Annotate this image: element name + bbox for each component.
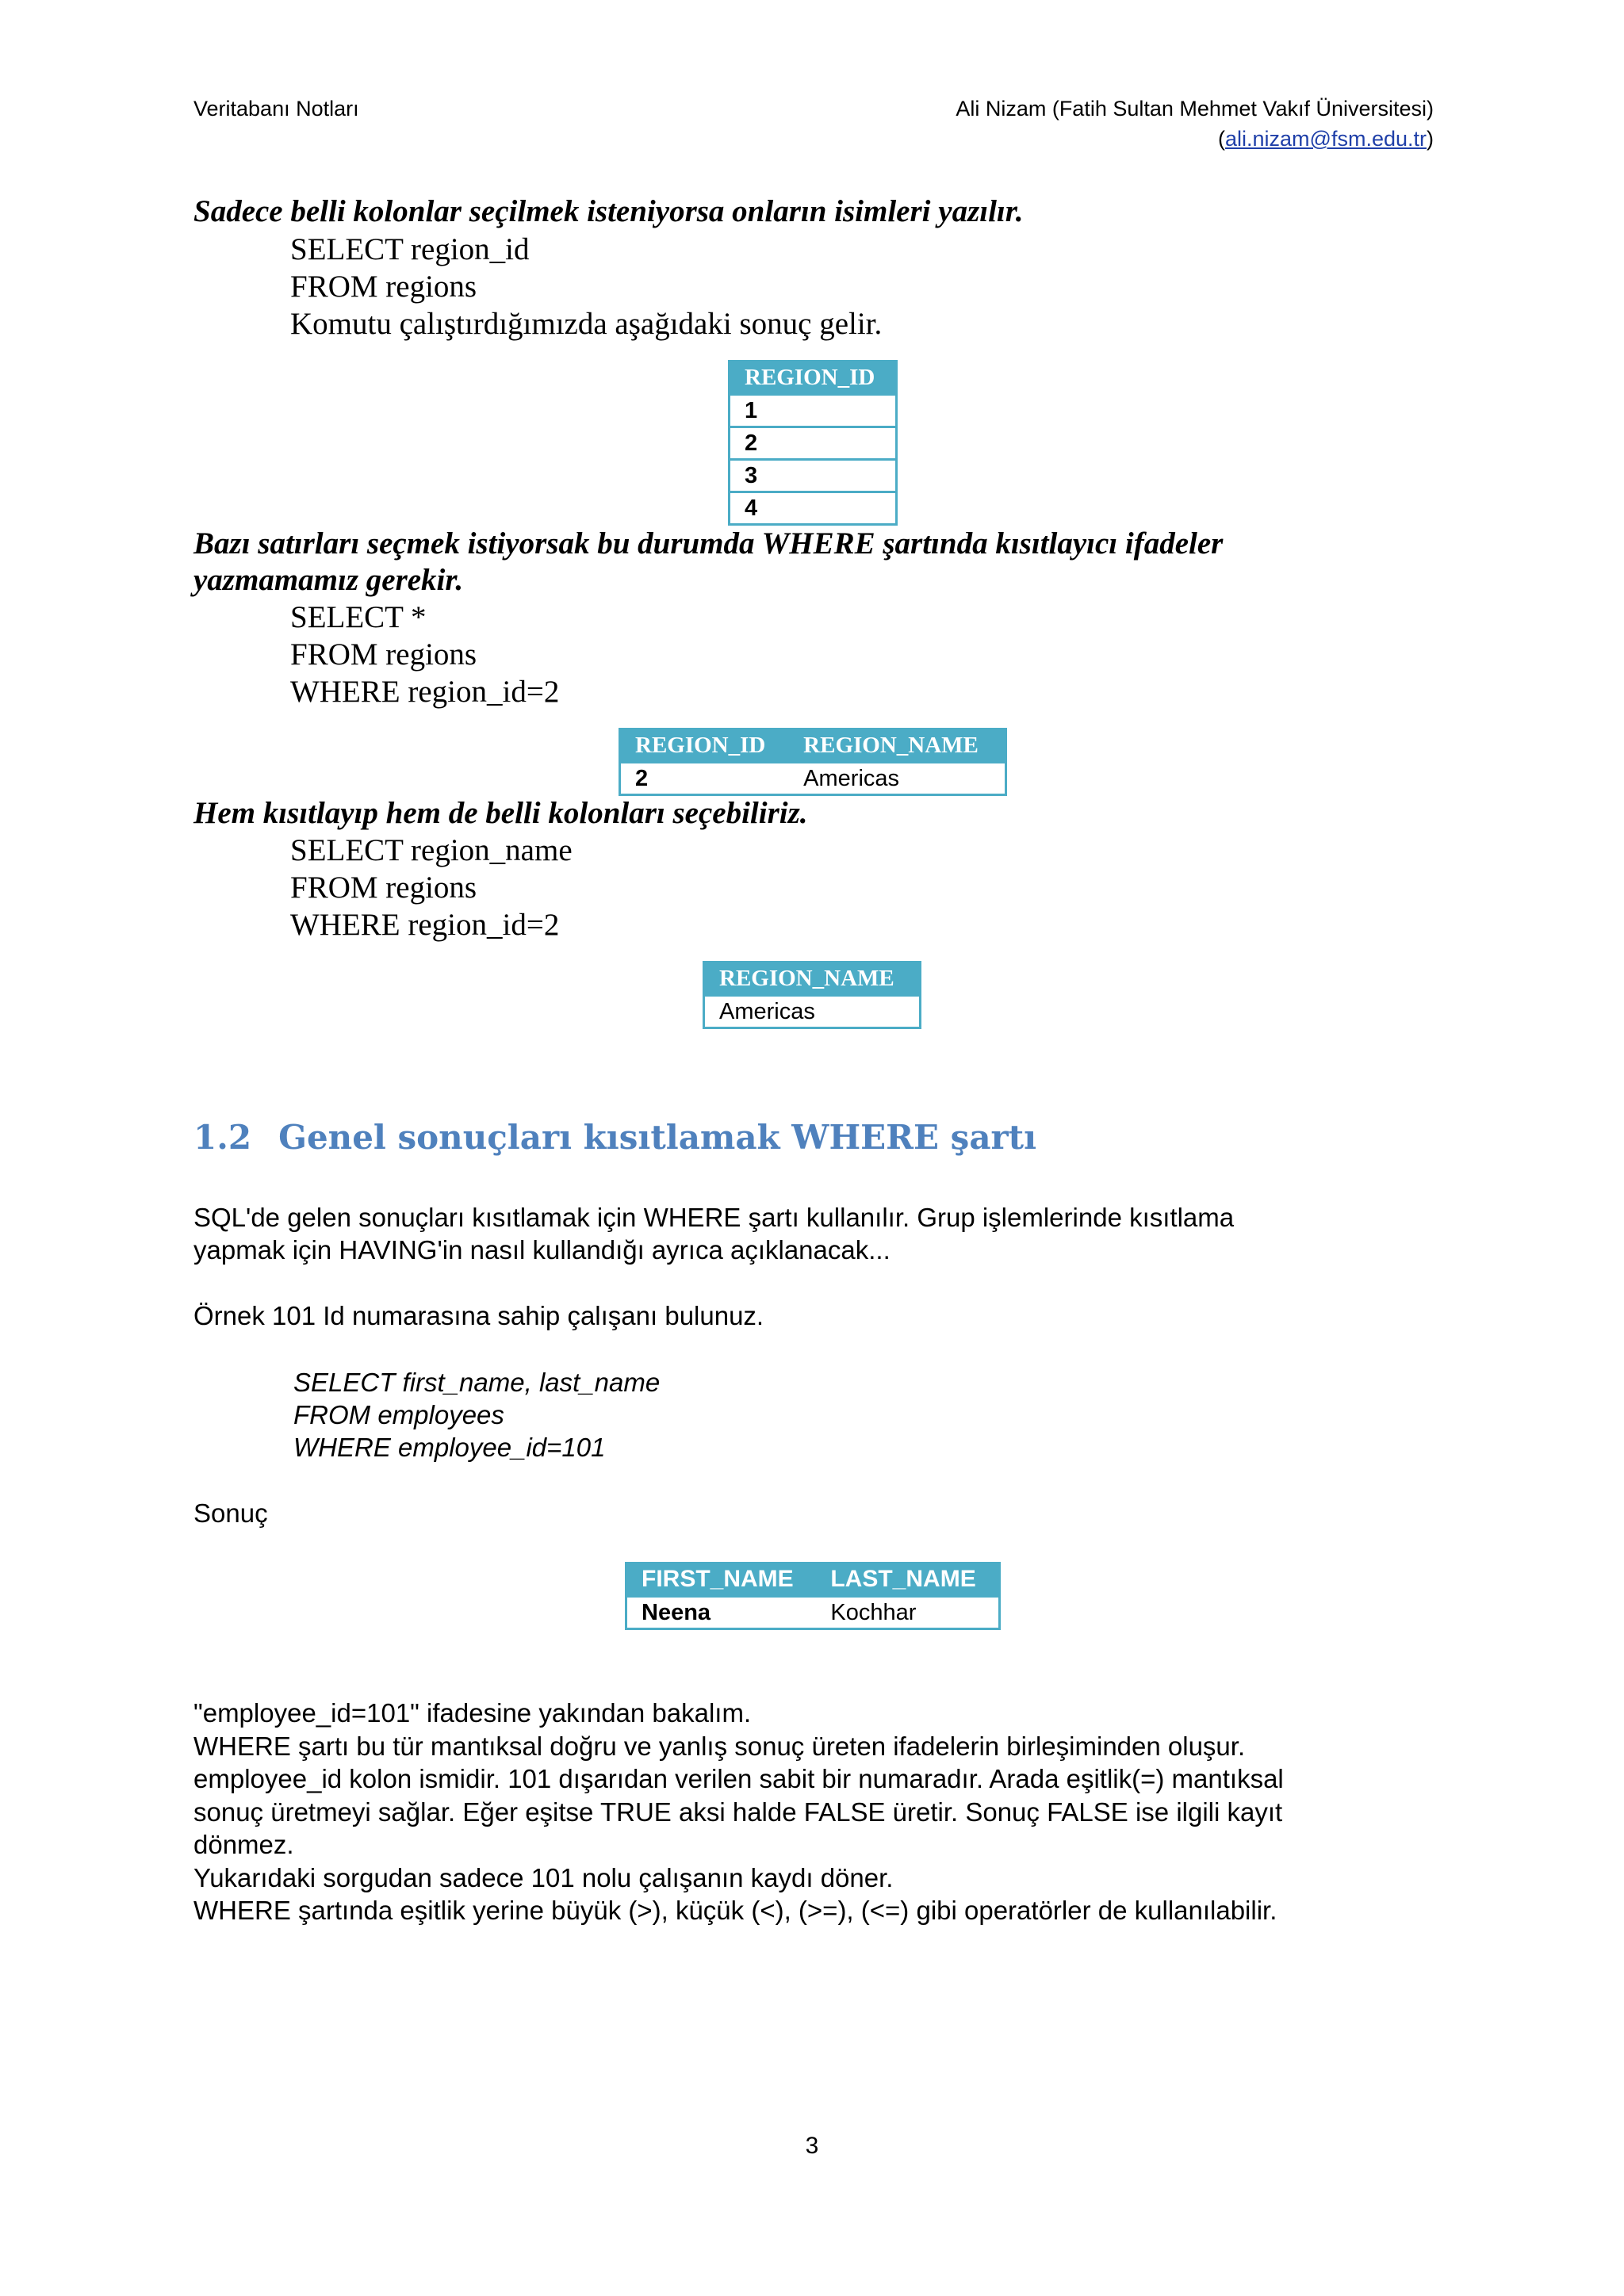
example-text: Örnek 101 Id numarasına sahip çalışanı bulunuz. xyxy=(193,1301,764,1330)
table-cell: Americas xyxy=(789,763,1005,795)
header-title: Veritabanı Notları xyxy=(193,97,359,121)
table-header: REGION_ID xyxy=(620,729,790,763)
code-line: WHERE region_id=2 xyxy=(290,908,560,942)
code-line: FROM regions xyxy=(290,871,477,905)
table-header: REGION_NAME xyxy=(789,729,1005,763)
paragraph-line: Yukarıdaki sorgudan sadece 101 nolu çalışanın kaydı döner. xyxy=(193,1863,894,1892)
section-c-intro: Hem kısıtlayıp hem de belli kolonları seçebiliriz. xyxy=(193,796,808,830)
code-line: SELECT region_name xyxy=(290,833,573,867)
table-cell: 1 xyxy=(730,395,897,427)
table-cell: Kochhar xyxy=(816,1597,999,1629)
paragraph-line: SQL'de gelen sonuçları kısıtlamak için WHERE şartı kullanılır. Grup işlemlerinde kısıtlama xyxy=(193,1203,1235,1232)
table-cell: Neena xyxy=(626,1597,817,1629)
table-header: FIRST_NAME xyxy=(626,1563,817,1597)
region-id-table xyxy=(728,360,898,526)
code-line: FROM regions xyxy=(290,270,477,304)
table-cell: 4 xyxy=(730,492,897,525)
paragraph-line: WHERE şartında eşitlik yerine büyük (>), küçük (<), (>=), (<=) gibi operatörler de kullanılabilir. xyxy=(193,1896,1277,1925)
email-link[interactable]: ali.nizam@fsm.edu.tr xyxy=(1225,127,1427,151)
paragraph-line: employee_id kolon ismidir. 101 dışarıdan verilen sabit bir numaradır. Arada eşitlik(=) mantıksal xyxy=(193,1764,1284,1793)
section-b-intro-1: Bazı satırları seçmek istiyorsak bu durumda WHERE şartında kısıtlayıcı ifadeler xyxy=(193,526,1224,561)
code-line: FROM employees xyxy=(293,1400,504,1429)
employee-table xyxy=(625,1562,1001,1630)
code-line: WHERE region_id=2 xyxy=(290,675,560,709)
section-a-after: Komutu çalıştırdığımızda aşağıdaki sonuç gelir. xyxy=(290,307,883,341)
table-header: LAST_NAME xyxy=(816,1563,999,1597)
table-cell: 2 xyxy=(730,427,897,460)
paragraph-line: sonuç üretmeyi sağlar. Eğer eşitse TRUE aksi halde FALSE üretir. Sonuç FALSE ise ilgili kayıt xyxy=(193,1797,1283,1827)
header-email-line xyxy=(1218,127,1434,151)
region-table xyxy=(619,728,1007,796)
table-cell: Americas xyxy=(704,996,921,1028)
page-number: 3 xyxy=(805,2133,819,2159)
section-heading xyxy=(193,1118,1036,1157)
table-cell: 3 xyxy=(730,460,897,492)
table-header: REGION_NAME xyxy=(704,962,921,996)
header-author: Ali Nizam (Fatih Sultan Mehmet Vakıf Üniversitesi) xyxy=(956,97,1434,121)
result-label: Sonuç xyxy=(193,1498,268,1528)
paragraph-line: dönmez. xyxy=(193,1830,294,1859)
paragraph-line: "employee_id=101" ifadesine yakından bakalım. xyxy=(193,1698,752,1728)
email-close-paren: ) xyxy=(1427,127,1434,151)
code-line: SELECT region_id xyxy=(290,232,530,266)
paragraph-line: WHERE şartı bu tür mantıksal doğru ve yanlış sonuç üreten ifadelerin birleşiminden oluşur. xyxy=(193,1732,1246,1761)
code-line: SELECT * xyxy=(290,600,427,634)
section-number: 1.2 xyxy=(193,1118,252,1157)
table-cell: 2 xyxy=(620,763,790,795)
section-b-intro-2: yazmamamız gerekir. xyxy=(193,563,464,597)
table-header: REGION_ID xyxy=(730,362,897,395)
code-line: WHERE employee_id=101 xyxy=(293,1433,606,1462)
code-line: FROM regions xyxy=(290,637,477,672)
region-name-table xyxy=(703,961,921,1029)
paragraph-line: yapmak için HAVING'in nasıl kullandığı ayrıca açıklanacak... xyxy=(193,1235,891,1265)
email-open-paren: ( xyxy=(1218,127,1226,151)
section-a-intro: Sadece belli kolonlar seçilmek isteniyorsa onların isimleri yazılır. xyxy=(193,194,1024,228)
code-line: SELECT first_name, last_name xyxy=(293,1368,661,1397)
section-title: Genel sonuçları kısıtlamak WHERE şartı xyxy=(278,1118,1037,1157)
